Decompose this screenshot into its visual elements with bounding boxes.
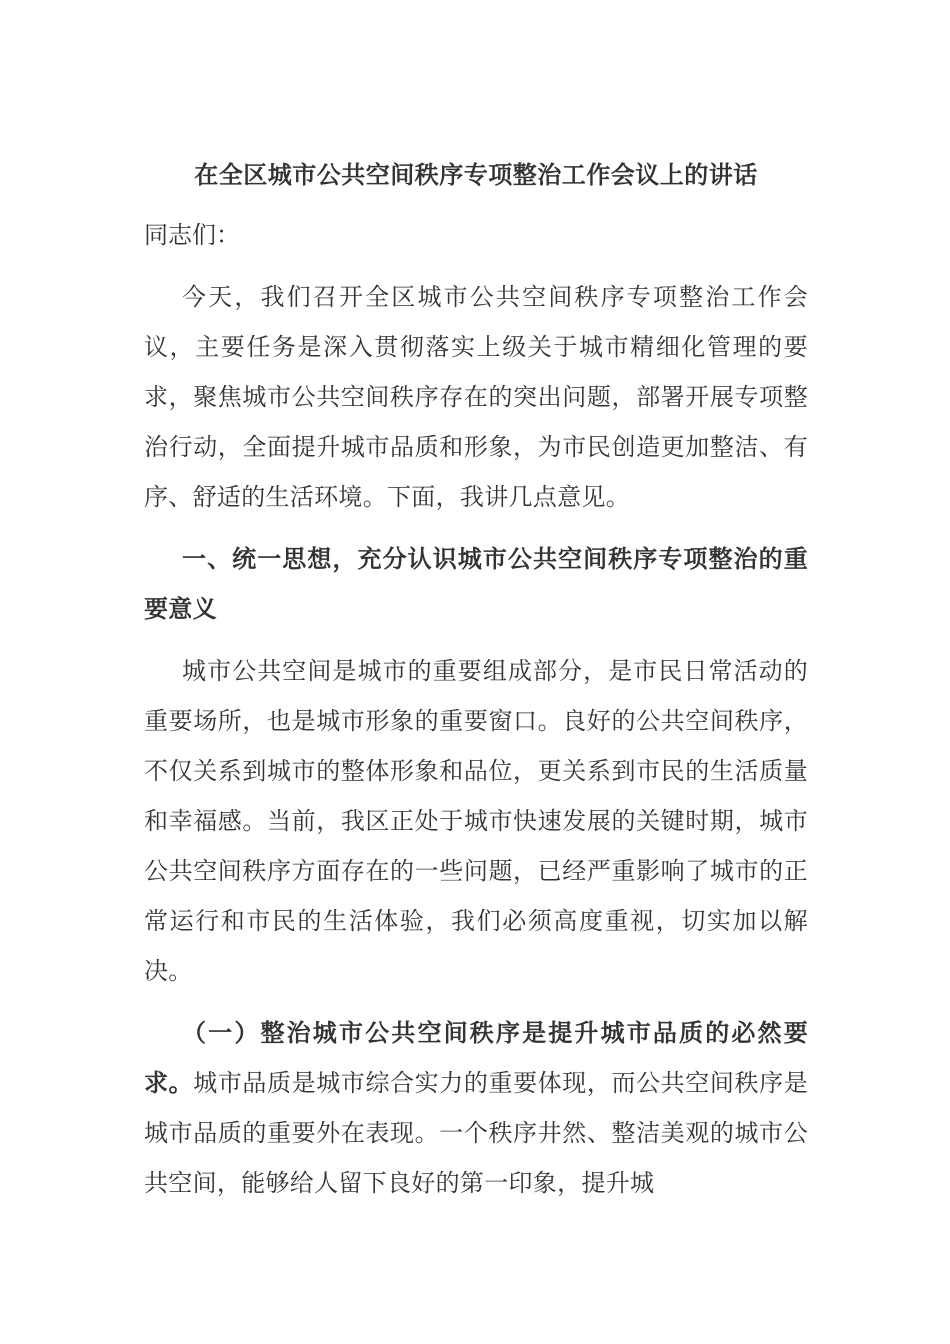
subsection-1-heading: （一）整治城市公共空间秩序是提升城市品质的必然要求。	[144, 1019, 808, 1097]
document-title: 在全区城市公共空间秩序专项整治工作会议上的讲话	[194, 161, 758, 189]
subsection-1-body: 城市品质是城市综合实力的重要体现，而公共空间秩序是城市品质的重要外在表现。一个秩序井然、整洁美观的城市公共空间，能够给人留下良好的第一印象，提升城	[144, 1069, 809, 1197]
section-1-paragraph: 城市公共空间是城市的重要组成部分，是市民日常活动的重要场所，也是城市形象的重要窗口。良好的公共空间秩序，不仅关系到城市的整体形象和品位，更关系到市民的生活质量和幸福感。当前，我区正处于城市快速发展的关键时期，城市公共空间秩序方面存在的一些问题，已经严重影响了城市的正常运行和市民的生活体验，我们必须高度重视，切实加以解决。	[144, 657, 808, 985]
salutation: 同志们：	[144, 221, 240, 249]
subsection-1-paragraph	[144, 1008, 808, 1208]
document-body	[144, 150, 808, 1220]
section-1-heading: 一、统一思想，充分认识城市公共空间秩序专项整治的重要意义	[144, 545, 808, 623]
intro-paragraph: 今天，我们召开全区城市公共空间秩序专项整治工作会议，主要任务是深入贯彻落实上级关于城市精细化管理的要求，聚焦城市公共空间秩序存在的突出问题，部署开展专项整治行动，全面提升城市品质和形象，为市民创造更加整洁、有序、舒适的生活环境。下面，我讲几点意见。	[144, 283, 808, 511]
